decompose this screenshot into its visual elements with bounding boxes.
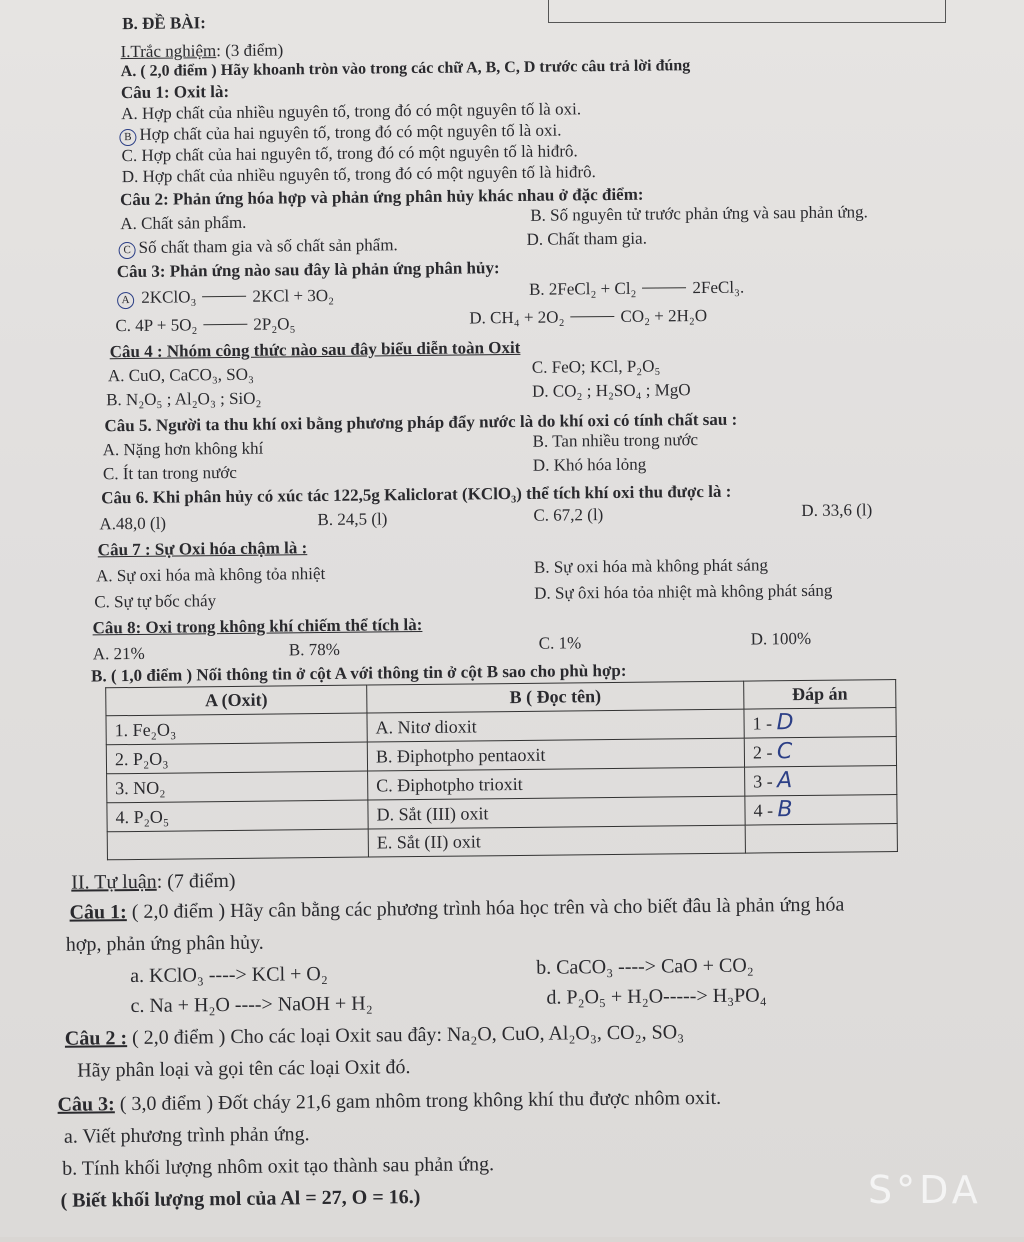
q1-title: Câu 1: Oxit là: (120, 81, 230, 103)
essay-q2-text2: Hãy phân loại và gọi tên các loại Oxit đó. (77, 1056, 411, 1082)
q1-option-c: C. Hợp chất của hai nguyên tố, trong đó có một nguyên tố là hiđrô. (121, 141, 578, 166)
equation-b: b. CaCO₃ ----> CaO + CO₂ (536, 954, 754, 979)
q3-option-d (469, 306, 707, 328)
q5-option-c: C. Ít tan trong nước (102, 462, 237, 484)
q7-option-d: D. Sự ôxi hóa tỏa nhiệt mà không phát sáng (534, 580, 833, 603)
answer-circle-mark: A (117, 292, 134, 309)
answer-circle-mark: B (119, 129, 136, 146)
oxide-formula: 2. P₂O₃ (106, 742, 367, 774)
essay-q1-title: Câu 1: (69, 901, 127, 924)
q2-option-b: B. Số nguyên tử trước phản ứng và sau phản ứng. (530, 202, 868, 225)
q2-option-c (118, 235, 397, 259)
q1-option-b-text: Hợp chất của hai nguyên tố, trong đó có một nguyên tố là oxi. (139, 120, 562, 144)
q8-option-a: A. 21% (92, 643, 145, 664)
answer-number: 1 - (752, 713, 773, 734)
answer-circle-mark: C (119, 242, 136, 259)
oxide-name: C. Điphotpho trioxit (368, 767, 745, 800)
q6-option-b: B. 24,5 (l) (317, 509, 388, 530)
q1-option-d: D. Hợp chất của nhiều nguyên tố, trong đó có một nguyên tố là hiđrô. (121, 162, 596, 187)
answer-cell (745, 766, 897, 797)
handwritten-answer: C (776, 739, 793, 765)
part1-points: : (3 điểm) (216, 40, 284, 61)
instruction-b: B. ( 1,0 điểm ) Nối thông tin ở cột A với thông tin ở cột B sao cho phù hợp: (90, 660, 627, 686)
essay-q2-text: ( 2,0 điểm ) Cho các loại Oxit sau đây: Na₂O, CuO, Al₂O₃, CO₂, SO₃ (126, 1021, 685, 1050)
handwritten-answer: A (777, 768, 793, 794)
q3-a-product: 2KCl + 3O₂ (252, 285, 335, 306)
q3-d-product: CO₂ + 2H₂O (620, 305, 708, 326)
equation-d: d. P₂O₅ + H₂O-----> H₃PO₄ (546, 984, 767, 1009)
essay-q1-text: ( 2,0 điểm ) Hãy cân bằng các phương trình hóa học trên và cho biết đâu là phản ứng hóa (126, 893, 845, 924)
q3-b-product: 2FeCl₃. (692, 277, 745, 298)
equation-c: c. Na + H₂O ----> NaOH + H₂ (130, 992, 373, 1018)
part1-title: I.Trắc nghiệm (120, 41, 217, 62)
oxide-name: A. Nitơ dioxit (367, 709, 744, 742)
q2-title: Câu 2: Phản ứng hóa hợp và phản ứng phân hủy khác nhau ở đặc điểm: (119, 184, 644, 210)
q3-b-reactant: B. 2FeCl₂ + Cl₂ (528, 278, 637, 299)
answer-cell (744, 708, 896, 739)
table-header: Đáp án (744, 680, 896, 710)
q3-c-product: 2P₂O₅ (253, 314, 296, 334)
q3-option-c (115, 314, 295, 336)
matching-table (105, 679, 898, 860)
q8-title (92, 615, 422, 638)
essay-q1 (69, 893, 844, 925)
q3-c-reactant: C. 4P + 5O₂ (115, 315, 198, 336)
q5-option-d: D. Khó hóa lỏng (532, 454, 647, 475)
arrow-icon (203, 324, 247, 325)
equation-a: a. KClO₃ ----> KCl + O₂ (130, 962, 328, 988)
handwritten-answer: D (776, 710, 794, 736)
q7-option-c: C. Sự tự bốc cháy (94, 591, 217, 612)
oxide-formula: 4. P₂O₅ (107, 800, 368, 832)
essay-q2 (65, 1020, 684, 1050)
essay-q3-text: ( 3,0 điểm ) Đốt cháy 21,6 gam nhôm trong không khí thu được nhôm oxit. (114, 1086, 722, 1116)
table-header: A (Oxit) (106, 685, 367, 716)
essay-q1-text2: hợp, phản ứng phân hủy. (65, 931, 264, 956)
q3-d-reactant: D. CH₄ + 2O₂ (469, 307, 565, 328)
q8-title-text: Câu 8: Oxi trong không khí chiếm thể tích là: (92, 614, 423, 638)
q6-option-c: C. 67,2 (l) (533, 505, 604, 525)
q6-option-d: D. 33,6 (l) (801, 500, 873, 520)
part1-heading (120, 40, 283, 62)
q8-option-c: C. 1% (538, 633, 582, 653)
essay-q3 (57, 1086, 721, 1117)
q7-title-text: Câu 7 : Sự Oxi hóa chậm là : (97, 538, 308, 560)
arrow-icon (642, 287, 686, 288)
answer-cell (745, 795, 897, 826)
arrow-icon (202, 296, 246, 297)
q3-title: Câu 3: Phản ứng nào sau đây là phản ứng phân hủy: (116, 258, 500, 282)
q4-title-text: Câu 4 : Nhóm công thức nào sau đây biểu diễn toàn Oxit (109, 337, 521, 362)
q4-title (110, 338, 521, 362)
q5-option-a: A. Nặng hơn không khí (102, 438, 264, 460)
essay-q3-note: ( Biết khối lượng mol của Al = 27, O = 16.) (60, 1186, 421, 1212)
q1-option-a: A. Hợp chất của nhiều nguyên tố, trong đó có một nguyên tố là oxi. (121, 99, 582, 124)
q4-option-b: B. N₂O₅ ; Al₂O₃ ; SiO₂ (106, 388, 262, 410)
q6-option-a: A.48,0 (l) (99, 513, 167, 534)
answer-number: 3 - (753, 771, 773, 792)
instruction-a: A. ( 2,0 điểm ) Hãy khoanh tròn vào trong các chữ A, B, C, D trước câu trả lời đúng (120, 57, 691, 81)
oxide-formula: 1. Fe₂O₃ (106, 713, 367, 745)
table-header: B ( Đọc tên) (367, 681, 744, 713)
q4-option-a: A. CuO, CaCO₃, SO₃ (107, 364, 254, 386)
oxide-name: E. Sắt (II) oxit (368, 825, 745, 857)
q8-option-d: D. 100% (750, 628, 812, 649)
watermark-logo: S°DA (868, 1168, 982, 1212)
q2-option-a: A. Chất sản phẩm. (120, 212, 247, 234)
handwritten-answer: B (777, 797, 793, 823)
essay-q3-b: b. Tính khối lượng nhôm oxit tạo thành sau phản ứng. (62, 1153, 495, 1180)
q4-option-c: C. FeO; KCl, P₂O₅ (531, 356, 661, 377)
section-heading: B. ĐỀ BÀI: (122, 13, 206, 34)
oxide-formula: 3. NO₂ (107, 771, 368, 803)
answer-cell (745, 824, 897, 854)
q2-option-c-text: Số chất tham gia và số chất sản phẩm. (138, 235, 398, 257)
part2-points: : (7 điểm) (156, 869, 236, 893)
oxide-formula (107, 829, 368, 860)
arrow-icon (570, 316, 614, 317)
q3-option-b (529, 278, 744, 300)
answer-number: 4 - (753, 800, 774, 821)
q7-title (98, 538, 308, 560)
q8-option-b: B. 78% (288, 639, 340, 660)
part2-title: II. Tự luận (71, 870, 157, 894)
answer-cell (744, 737, 896, 768)
q7-option-b: B. Sự oxi hóa mà không phát sáng (533, 555, 769, 577)
answer-number: 2 - (752, 742, 773, 763)
oxide-name: D. Sắt (III) oxit (368, 796, 745, 829)
q7-option-a: A. Sự oxi hóa mà không tỏa nhiệt (95, 563, 326, 586)
q3-a-reactant: 2KClO₃ (141, 287, 197, 307)
q2-option-d: D. Chất tham gia. (526, 228, 648, 249)
q3-option-a (117, 286, 334, 309)
q4-option-d: D. CO₂ ; H₂SO₄ ; MgO (531, 380, 691, 401)
essay-q3-a: a. Viết phương trình phản ứng. (63, 1123, 310, 1148)
q5-title: Câu 5. Người ta thu khí oxi bằng phương pháp đẩy nước là do khí oxi có tính chất sau : (104, 409, 738, 436)
q5-option-b: B. Tan nhiều trong nước (532, 430, 699, 451)
essay-q2-title: Câu 2 : (64, 1027, 128, 1050)
oxide-name: B. Điphotpho pentaoxit (367, 738, 744, 771)
q6-title: Câu 6. Khi phân hủy có xúc tác 122,5g Kaliclorat (KClO₃) thể tích khí oxi thu được là : (101, 481, 732, 508)
part2-heading (71, 869, 236, 895)
essay-q3-title: Câu 3: (57, 1093, 115, 1116)
